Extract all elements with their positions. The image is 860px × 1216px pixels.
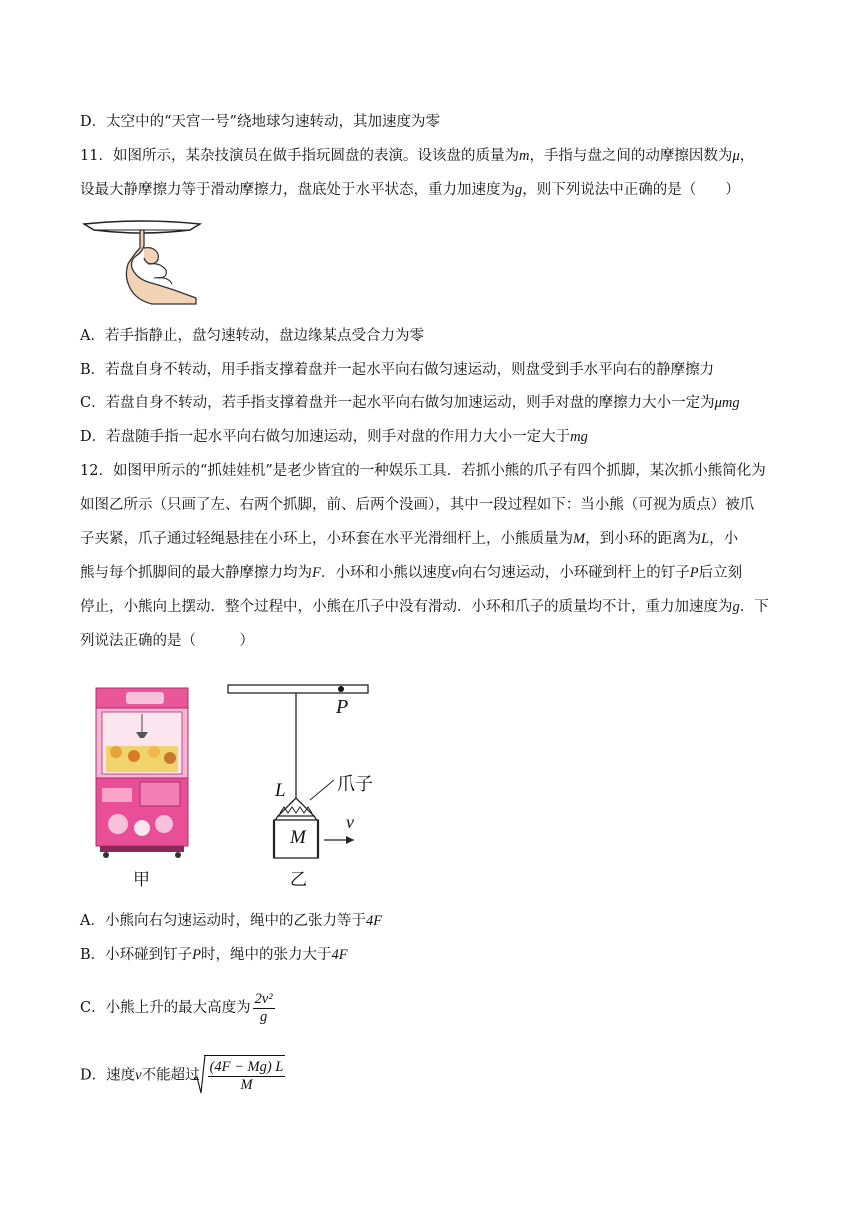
q11-option-d-expr: mg [570, 429, 588, 445]
q12-stem-line1 [80, 461, 766, 481]
fraction-numerator: 2v² [254, 990, 273, 1007]
q12-option-b-text: B．小环碰到钉子 [80, 947, 193, 963]
q12-option-b-text: 时，绳中的张力大于 [201, 947, 332, 963]
q11-text: 11．如图所示，某杂技演员在做手指玩圆盘的表演。设该盘的质量为 [80, 148, 519, 164]
q11-option-d [80, 427, 588, 447]
q11-option-b-text: B．若盘自身不转动，用手指支撑着盘并一起水平向右做匀速运动，则盘受到手水平向右的静摩擦力 [80, 362, 715, 378]
q10-option-d-text: 太空中的“天宫一号”绕地球匀速转动，其加速度为零 [106, 114, 440, 130]
q12-text: 如图乙所示（只画了左、右两个抓脚，前、后两个没画），其中一段过程如下：当小熊（可视为质点）被爪 [80, 497, 755, 513]
var-v: v [135, 1067, 142, 1084]
q12-text: 向右匀速运动，小环碰到杆上的钉子 [457, 565, 690, 581]
var-mu: μ [732, 148, 740, 164]
fig-label-m: M [290, 827, 306, 848]
var-P: P [689, 565, 699, 581]
var-v: v [451, 565, 458, 581]
q12-option-b-expr: 4F [331, 947, 348, 963]
q11-option-a-text: A．若手指静止，盘匀速转动，盘边缘某点受合力为零 [80, 328, 424, 344]
q12-option-d-fraction [208, 1059, 286, 1094]
var-P: P [192, 947, 202, 963]
q12-option-d-text: 不能超过 [141, 1067, 200, 1084]
sqrt-symbol [204, 1055, 286, 1096]
q12-option-c [80, 988, 275, 1028]
q12-option-d [80, 1055, 285, 1096]
q12-text: 后立刻 [698, 565, 743, 581]
q11-option-c-expr: μmg [714, 395, 740, 411]
q11-text: ，手指与盘之间的动摩擦因数为 [529, 148, 733, 164]
q11-stem-line1 [80, 146, 754, 166]
q11-option-c-text: C．若盘自身不转动，若手指支撑着盘并一起水平向右做匀加速运动，则手对盘的摩擦力大小一定为 [80, 395, 715, 411]
q12-option-a [80, 911, 382, 931]
fig-label-v: v [346, 812, 354, 832]
q12-option-a-text: A．小熊向右匀速运动时，绳中的乙张力等于 [80, 913, 366, 929]
q12-text: ，小 [709, 531, 739, 547]
fig-yi-caption: 乙 [290, 870, 307, 890]
q12-text: ．下 [739, 599, 769, 615]
q11-text: 设最大静摩擦力等于滑动摩擦力，盘底处于水平状态，重力加速度为 [80, 182, 515, 198]
fig-label-claw: 爪子 [337, 774, 373, 795]
plate-on-finger-figure [82, 216, 202, 306]
var-M: M [573, 531, 586, 547]
q12-stem-line3 [80, 529, 738, 549]
q11-text: ， [739, 148, 755, 164]
q12-text: 停止，小熊向上摆动．整个过程中，小熊在爪子中没有滑动．小环和爪子的质量均不计，重力加速度为 [80, 599, 733, 615]
q11-option-a [80, 326, 424, 346]
q12-option-b [80, 945, 348, 965]
var-m: m [518, 148, 530, 164]
claw-machine-photo [92, 684, 192, 859]
q12-stem-line6 [80, 631, 254, 651]
fraction-denominator: g [259, 1008, 268, 1025]
q11-option-d-text: D．若盘随手指一起水平向右做匀加速运动，则手对盘的作用力大小一定大于 [80, 429, 571, 445]
var-g: g [515, 182, 523, 198]
q12-stem-line2 [80, 495, 754, 515]
var-F: F [312, 565, 321, 581]
q10-option-d-label: D． [80, 114, 107, 130]
q11-stem-line2 [80, 180, 740, 200]
fig-label-l: L [275, 780, 286, 801]
fraction-denominator: M [240, 1076, 253, 1093]
q12-option-d-text: D．速度 [80, 1067, 136, 1084]
q12-option-c-fraction [253, 991, 275, 1026]
q12-stem-line5 [80, 597, 769, 617]
q11-option-b [80, 360, 714, 380]
q12-text: ．小环和小熊以速度 [320, 565, 452, 581]
q11-option-c [80, 393, 740, 413]
q12-option-a-expr: 4F [365, 913, 383, 929]
q12-text: ，到小环的距离为 [585, 531, 702, 547]
fraction-numerator: (4F − Mg) L [209, 1058, 284, 1075]
claw-schematic-diagram [224, 680, 394, 865]
fig-jia-caption: 甲 [133, 870, 150, 890]
q12-text: 子夹紧，爪子通过轻绳悬挂在小环上，小环套在水平光滑细杆上，小熊质量为 [80, 531, 573, 547]
q12-text: 列说法正确的是（ ） [80, 633, 254, 649]
q12-option-c-text: C．小熊上升的最大高度为 [80, 1000, 251, 1016]
q12-stem-line4 [80, 563, 742, 583]
q11-text: ，则下列说法中正确的是（ ） [522, 182, 740, 198]
fig-label-p: P [336, 696, 349, 718]
q12-text: 熊与每个抓脚间的最大静摩擦力均为 [80, 565, 312, 581]
var-g: g [732, 599, 740, 615]
q10-option-d [80, 112, 440, 132]
q12-text: 12．如图甲所示的“抓娃娃机”是老少皆宜的一种娱乐工具．若抓小熊的爪子有四个抓脚，某次抓小熊简化为 [80, 463, 766, 479]
var-L: L [701, 531, 710, 547]
